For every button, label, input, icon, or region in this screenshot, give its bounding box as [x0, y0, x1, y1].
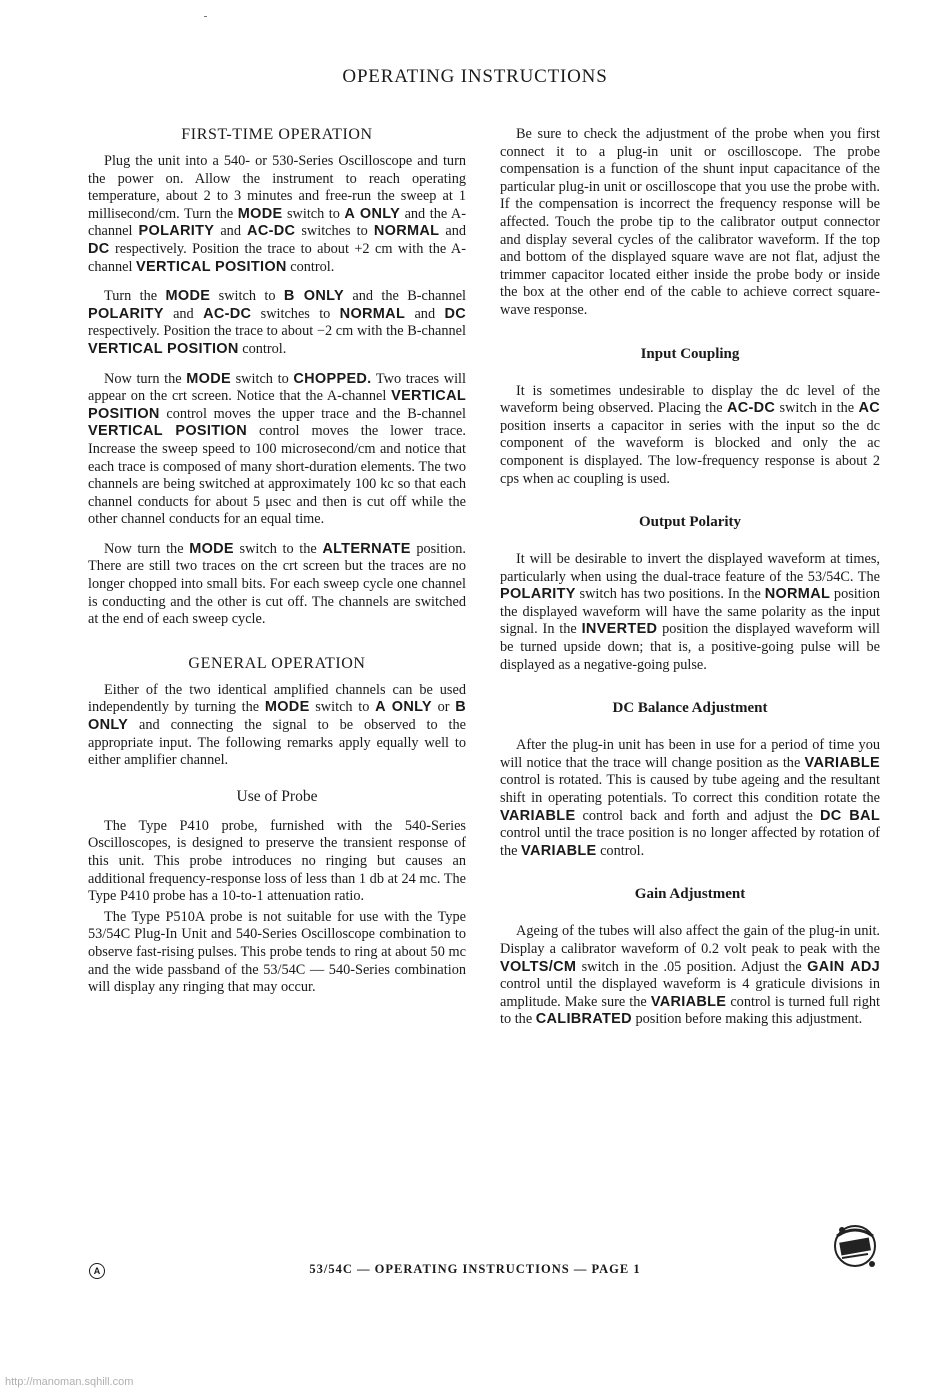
control-name: AC-DC [203, 305, 252, 322]
first-time-paragraph-4 [88, 541, 466, 629]
text-run: switch to [282, 205, 345, 222]
text-run: control moves the upper trace and the B-channel [159, 405, 466, 422]
text-run: switch in the .05 position. Adjust the [576, 958, 808, 975]
first-time-paragraph-3 [88, 371, 466, 529]
output-polarity-heading: Output Polarity [638, 514, 742, 531]
control-name: DC BAL [819, 807, 880, 824]
probe-compensation-paragraph [500, 126, 880, 320]
text-run: control is rotated. This is caused by tube ageing and the resultant shift in operating potentials. To correct this condition rotate the [500, 772, 880, 807]
right-column [500, 126, 880, 1041]
control-name: VARIABLE [804, 754, 880, 771]
control-name: VARIABLE [521, 842, 597, 859]
text-run: and [439, 223, 466, 240]
text-run: and [405, 305, 445, 322]
text-run: control until the trace position is no longer affected by rotation of the [500, 825, 880, 859]
left-column [88, 126, 466, 1009]
first-time-paragraph-2 [88, 288, 466, 358]
control-name: VARIABLE [650, 993, 727, 1010]
text-run: It is sometimes undesirable to display the dc level of the waveform being observed. Placing the [500, 382, 880, 417]
control-name: CHOPPED. [293, 370, 372, 387]
text-run: Now turn the [104, 540, 190, 557]
control-name: A ONLY [375, 699, 432, 716]
text-run: position. There are still two traces on the crt screen but the traces are no longer chopped into small bits. For each sweep cycle one channel is conducting and the other is cut off. The channels are switched at the end of each sweep cycle. [88, 540, 466, 628]
text-run: control. [596, 842, 645, 859]
text-run: switch has two positions. In the [575, 586, 765, 603]
page-title: OPERATING INSTRUCTIONS [342, 66, 608, 87]
control-name: NORMAL [339, 305, 406, 322]
control-name: NORMAL [373, 223, 440, 240]
text-run: Be sure to check the adjustment of the probe when you first connect it to a plug-in unit or oscilloscope. The probe compensation is a function of the shunt input capacitance of the particular plug-in unit or oscilloscope that you use the probe with. If the compensation is incorrect the frequency response will be affected. Touch the probe tip to the calibrator output connector and display several cycles of the calibrator waveform. If the top and bottom of the displayed square wave are not flat, adjust the trimmer capacitor located either inside the probe body or inside the box at the other end of the cable to achieve correct square-wave response. [500, 126, 880, 318]
text-run: switches to [251, 305, 340, 322]
text-run: The Type P510A probe is not suitable for use with the Type 53/54C Plug-In Unit and 540-Series Oscilloscope combination to observe fast-rising pulses. This probe tends to ring at about 50 mc and the wide passband of the 53/54C — 540-Series combination will display any ringing that may occur. [88, 908, 466, 996]
text-run: position inserts a capacitor in series with the input so the dc component of the waveform is blocked and only the ac component is displayed. The low-frequency response is about 2 cps when ac coupling is used. [500, 417, 880, 487]
control-name: B ONLY [283, 288, 344, 305]
text-run: and connecting the signal to be observed to the appropriate input. The following remarks apply equally well to either amplifier channel. [88, 717, 466, 769]
text-run: control. [286, 258, 335, 275]
page-footer: 53/54C — OPERATING INSTRUCTIONS — PAGE 1 [309, 1262, 641, 1276]
text-run: position the displayed waveform will be turned upside down; that is, a positive-going pulse will be displayed as a negative-going pulse. [500, 621, 880, 673]
control-name: NORMAL [764, 586, 831, 603]
control-name: ALTERNATE [322, 540, 411, 557]
control-name: MODE [264, 699, 310, 716]
text-run: After the plug-in unit has been in use for a period of time you will notice that the trace will change position as the [500, 737, 880, 771]
text-run: or [431, 699, 456, 716]
control-name: AC [858, 400, 880, 417]
general-operation-heading: GENERAL OPERATION [188, 654, 366, 672]
text-run: switch to [230, 370, 294, 387]
input-coupling-heading: Input Coupling [640, 345, 740, 362]
control-name: POLARITY [88, 305, 164, 322]
output-polarity-paragraph [500, 551, 880, 674]
first-time-operation-heading: FIRST-TIME OPERATION [181, 126, 373, 143]
text-run: respectively. Position the trace to about +2 cm with the A-channel [88, 240, 466, 275]
control-name: VERTICAL POSITION [88, 423, 248, 440]
control-name: DC [444, 305, 466, 322]
source-watermark: http://manoman.sqhill.com [5, 1376, 134, 1388]
control-name: AC-DC [726, 400, 776, 417]
text-run: control is turned full right to the [500, 993, 880, 1028]
text-run: control until the displayed waveform is 4 graticule divisions in amplitude. Make sure the [500, 976, 880, 1010]
control-name: VOLTS/CM [500, 958, 577, 975]
text-run: and [214, 223, 248, 240]
text-run: position the displayed waveform will have the same polarity as the input signal. In the [500, 586, 880, 638]
control-name: INVERTED [581, 621, 658, 638]
control-name: VERTICAL POSITION [88, 340, 239, 357]
probe-paragraph-2 [88, 909, 466, 997]
control-name: B ONLY [88, 699, 467, 734]
text-run: switch to the [233, 540, 323, 557]
use-of-probe-heading: Use of Probe [236, 787, 318, 805]
text-run: position before making this adjustment. [631, 1011, 863, 1028]
text-run: switches to [295, 223, 374, 240]
text-run: Now turn the [104, 370, 187, 387]
scan-mark [204, 16, 207, 17]
text-run: switch in the [775, 400, 859, 417]
input-coupling-paragraph [500, 383, 880, 489]
control-name: POLARITY [500, 586, 576, 603]
footer-symbol: A [89, 1263, 105, 1279]
text-run: Ageing of the tubes will also affect the gain of the plug-in unit. Display a calibrator waveform of 0.2 volt peak to peak with the [500, 923, 880, 957]
text-run: The Type P410 probe, furnished with the 540-Series Oscilloscopes, is designed to preserve the transient response of this unit. This probe introduces no ringing but causes an additional frequency-response loss of less than 1 db at 24 mc. The Type P410 probe has a 10-to-1 attenuation ratio. [88, 817, 466, 905]
text-run: Either of the two identical amplified channels can be used independently by turning the [88, 681, 466, 716]
control-name: MODE [237, 205, 283, 222]
control-name: A ONLY [344, 205, 401, 222]
probe-paragraph-1 [88, 818, 466, 906]
control-name: DC [88, 240, 110, 257]
text-run: control back and forth and adjust the [575, 807, 820, 824]
gain-adjustment-paragraph [500, 923, 880, 1029]
control-name: VERTICAL POSITION [136, 258, 287, 275]
text-run: Turn the [104, 288, 166, 305]
text-run: It will be desirable to invert the displayed waveform at times, particularly when using the dual-trace feature of the 53/54C. The [500, 551, 880, 585]
control-name: GAIN ADJ [807, 958, 880, 975]
text-run: control. [238, 340, 287, 357]
text-run: respectively. Position the trace to about −2 cm with the B-channel [88, 323, 466, 340]
text-run: switch to [309, 699, 376, 716]
control-name: MODE [165, 288, 211, 305]
control-name: POLARITY [138, 223, 215, 240]
control-name: VERTICAL POSITION [88, 388, 466, 422]
text-run: and the A-channel [88, 205, 466, 240]
dc-balance-heading: DC Balance Adjustment [612, 700, 768, 717]
control-name: MODE [186, 370, 231, 387]
text-run: and [163, 305, 204, 322]
control-name: CALIBRATED [535, 1011, 632, 1028]
text-run: Plug the unit into a 540- or 530-Series Oscilloscope and turn the power on. Allow the instrument to reach operating temperature, about 2 to 3 minutes and free-run the sweep at 1 millisecond/cm. Turn the [88, 153, 466, 222]
general-operation-paragraph [88, 682, 466, 770]
text-run: and the B-channel [343, 288, 467, 305]
gain-adjustment-heading: Gain Adjustment [634, 886, 746, 903]
text-run: switch to [210, 288, 284, 305]
first-time-paragraph-1 [88, 153, 466, 276]
control-name: VARIABLE [500, 807, 576, 824]
text-run: control moves the lower trace. Increase the sweep speed to 100 microsecond/cm and notice that each trace is composed of many short-duration elements. The two channels are being switched at approximately 100 kc so that each channel conducts for about 5 μsec and then is cut off while the other channel conducts for an equal time. [88, 423, 467, 528]
dc-balance-paragraph [500, 737, 880, 860]
text-run: Two traces will appear on the crt screen. Notice that the A-channel [88, 370, 466, 405]
control-name: AC-DC [247, 223, 296, 240]
control-name: MODE [189, 540, 234, 557]
